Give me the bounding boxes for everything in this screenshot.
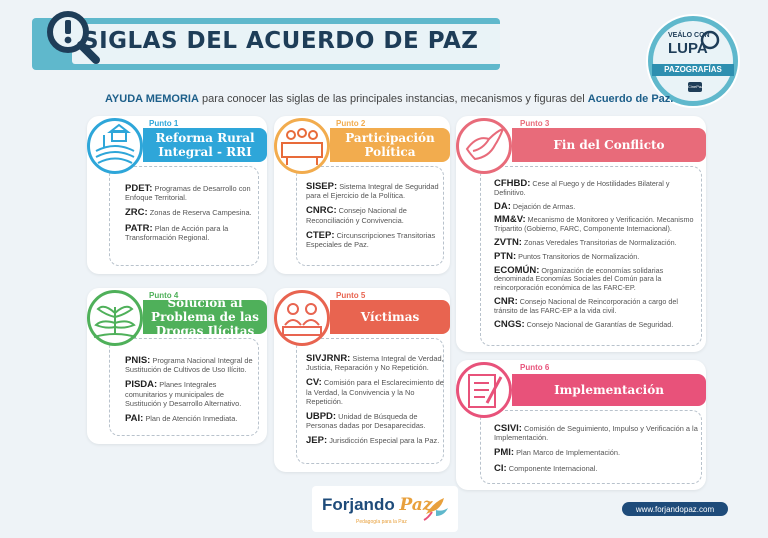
card-icon-circle — [87, 290, 143, 346]
subtitle-bold-end: Acuerdo de Paz. — [587, 93, 674, 105]
list-item — [125, 184, 257, 202]
item-abbr: PNIS: — [125, 355, 151, 366]
item-text: Consejo Nacional de Garantías de Seguridad. — [526, 319, 674, 329]
item-text: Zonas Veredales Transitorias de Normalización. — [523, 237, 677, 247]
item-abbr: PAI: — [125, 413, 144, 425]
card-title: Implementación — [512, 374, 706, 406]
list-item — [306, 206, 444, 224]
list-item — [494, 264, 700, 293]
farm-icon — [90, 121, 140, 171]
checklist-icon — [459, 365, 509, 415]
card-punto-6 — [456, 360, 706, 490]
card-title: Participación Política — [330, 128, 450, 162]
card-icon-circle — [456, 362, 512, 418]
item-abbr: MM&V: — [494, 214, 526, 226]
item-text: Plan de Atención Inmediata. — [145, 414, 238, 424]
item-text: Consejo Nacional de Reconciliación y Convivencia. — [306, 206, 407, 225]
item-text: Programa Nacional Integral de Sustitución de Cultivos de Uso Ilícito. — [125, 356, 253, 375]
card-punto-label: Punto 1 — [149, 119, 179, 128]
item-abbr: SIVJRNR: — [306, 353, 351, 364]
logo-brand-a: Forjando — [322, 495, 400, 514]
card-punto-4 — [87, 288, 267, 444]
card-title: Solución al Problema de las Drogas Ilícitas — [143, 300, 267, 334]
card-punto-label: Punto 5 — [336, 291, 366, 300]
item-abbr: JEP: — [306, 435, 328, 447]
list-item — [306, 182, 444, 200]
list-item — [306, 378, 444, 406]
item-abbr: CI: — [494, 462, 507, 474]
item-abbr: CTEP: — [306, 229, 335, 241]
card-punto-label: Punto 3 — [520, 119, 550, 128]
list-item — [306, 231, 444, 249]
item-text: Organización de economías solidarias denominada Economías Sociales del Común para la reincorporación económica de las FARC-EP. — [494, 265, 664, 293]
seal-line2: LUPA — [668, 40, 708, 57]
item-abbr: CSIVI: — [494, 423, 522, 434]
card-items — [494, 424, 700, 479]
item-text: Comisión para el Esclarecimiento de la Verdad, la Convivencia y la No Repetición. — [306, 378, 444, 406]
seal-brand: CinePaz — [688, 84, 704, 89]
item-text: Dejación de Armas. — [512, 201, 576, 211]
logo-brand-b: Paz — [399, 495, 433, 515]
card-punto-label: Punto 6 — [520, 363, 550, 372]
item-abbr: DA: — [494, 200, 511, 212]
item-text: Plan de Acción para la Transformación Regional. — [125, 223, 229, 242]
website-link[interactable]: www.forjandopaz.com — [622, 502, 728, 516]
card-items — [306, 182, 444, 255]
list-item — [306, 412, 444, 430]
coca-plant-icon — [90, 293, 140, 343]
list-item — [306, 436, 444, 445]
item-text: Sistema Integral de Seguridad para el Ejercicio de la Política. — [306, 182, 439, 201]
list-item — [494, 250, 700, 262]
item-text: Consejo Nacional de Reincorporación a cargo del tránsito de las FARC-EP a la vida civil. — [494, 296, 678, 315]
list-item — [494, 464, 700, 473]
list-item — [494, 448, 700, 457]
card-icon-circle — [87, 118, 143, 174]
card-icon-circle — [274, 118, 330, 174]
item-abbr: SISEP: — [306, 181, 338, 192]
logo-text — [322, 495, 432, 515]
list-item — [125, 356, 257, 374]
item-abbr: CNRC: — [306, 205, 337, 217]
page-title: SIGLAS DEL ACUERDO DE PAZ — [82, 28, 479, 54]
hummingbird-icon — [422, 492, 452, 522]
seal-line1: VEÁLO CON — [668, 32, 710, 39]
item-abbr: PDET: — [125, 183, 153, 194]
seal-line3: PAZOGRAFÍAS — [664, 65, 722, 74]
dove-icon — [459, 121, 509, 171]
item-text: Componente Internacional. — [508, 463, 598, 473]
card-title: Víctimas — [330, 300, 450, 334]
card-icon-circle — [274, 290, 330, 346]
list-item — [306, 354, 444, 372]
card-title: Fin del Conflicto — [512, 128, 706, 162]
list-item — [494, 424, 700, 442]
card-punto-label: Punto 2 — [336, 119, 366, 128]
card-items — [125, 356, 257, 429]
forjando-paz-logo — [312, 486, 458, 532]
list-item — [494, 180, 700, 198]
card-items — [494, 180, 700, 334]
item-abbr: PATR: — [125, 222, 153, 234]
item-text: Plan Marco de Implementación. — [516, 448, 621, 458]
card-punto-1 — [87, 116, 267, 274]
card-items — [125, 184, 257, 248]
item-text: Mecanismo de Monitoreo y Verificación. Mecanismo Tripartito (Gobierno, FARC, Componente Internacional). — [494, 215, 694, 234]
assembly-icon — [277, 121, 327, 171]
list-item — [494, 318, 700, 330]
item-text: Sistema Integral de Verdad, Justicia, Reparación y No Repetición. — [306, 354, 444, 373]
item-abbr: UBPD: — [306, 411, 337, 423]
card-icon-circle — [456, 118, 512, 174]
item-text: Puntos Transitorios de Normalización. — [518, 251, 640, 261]
card-title: Reforma Rural Integral - RRI — [143, 128, 267, 162]
list-item — [125, 380, 257, 408]
logo-tagline: Pedagogía para la Paz — [356, 519, 407, 525]
item-abbr: CNR: — [494, 295, 518, 307]
item-abbr: ZVTN: — [494, 236, 522, 248]
list-item — [494, 200, 700, 212]
item-text: Cese al Fuego y de Hostilidades Bilateral y Definitivo. — [494, 179, 670, 197]
item-text: Planes Integrales comunitarios y municipales de Sustitución y Desarrollo Alternativo. — [125, 380, 242, 408]
item-text: Jurisdicción Especial para la Paz. — [329, 436, 440, 446]
list-item — [494, 236, 700, 248]
item-text: Programas de Desarrollo con Enfoque Territorial. — [125, 184, 251, 203]
list-item — [125, 414, 257, 423]
subtitle — [105, 93, 673, 105]
card-punto-5 — [274, 288, 450, 472]
item-abbr: PISDA: — [125, 379, 158, 391]
card-punto-2 — [274, 116, 450, 274]
item-abbr: ECOMÚN: — [494, 264, 540, 276]
item-abbr: PTN: — [494, 250, 517, 262]
item-abbr: CV: — [306, 377, 322, 389]
item-abbr: CFHBD: — [494, 178, 531, 189]
list-item — [494, 295, 700, 316]
list-item — [494, 216, 700, 234]
item-abbr: CNGS: — [494, 318, 525, 330]
card-punto-3 — [456, 116, 706, 352]
item-text: Circunscripciones Transitorias Especiales de Paz. — [306, 230, 436, 250]
victims-icon — [277, 293, 327, 343]
item-abbr: PMI: — [494, 447, 515, 459]
item-text: Zonas de Reserva Campesina. — [149, 208, 252, 218]
list-item — [125, 208, 257, 217]
card-punto-label: Punto 4 — [149, 291, 179, 300]
item-abbr: ZRC: — [125, 207, 148, 219]
item-text: Unidad de Búsqueda de Personas dadas por Desaparecidas. — [306, 412, 426, 431]
subtitle-bold-lead: AYUDA MEMORIA — [105, 93, 199, 105]
subtitle-text: para conocer las siglas de las principales instancias, mecanismos y figuras del — [198, 93, 588, 105]
list-item — [125, 224, 257, 242]
card-items — [306, 354, 444, 452]
item-text: Comisión de Seguimiento, Impulso y Verificación a la Implementación. — [494, 424, 698, 443]
